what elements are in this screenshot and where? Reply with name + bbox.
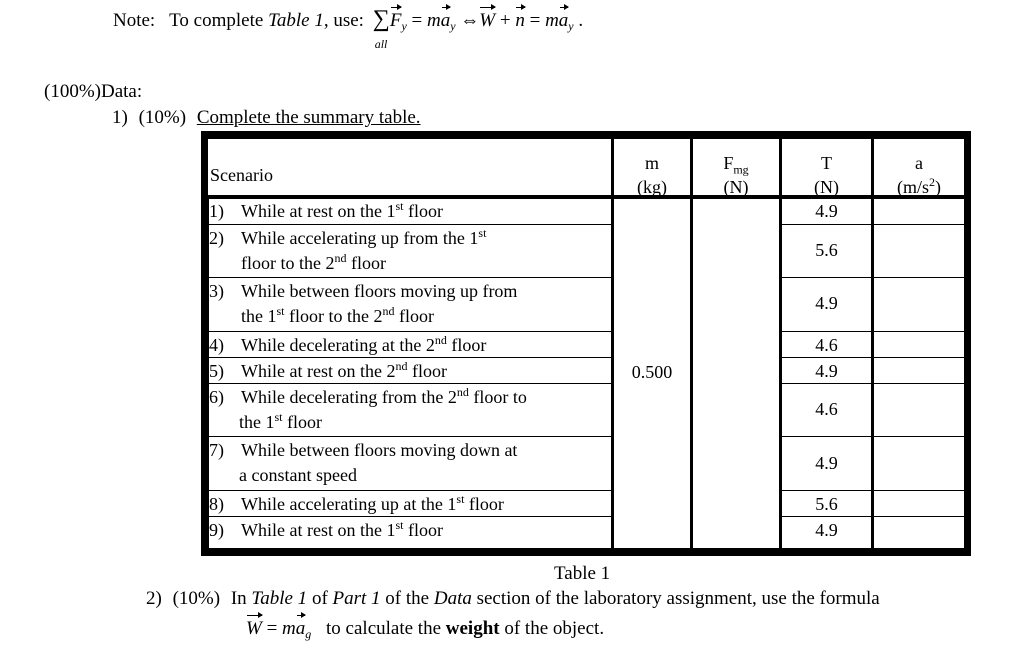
- item-1: [112, 107, 421, 129]
- item-2-line2: $W = ma_g$ to calculate the weight of the object.: [246, 618, 605, 641]
- item-2-num: 2): [146, 588, 162, 609]
- table-row: 2) While accelerating up from the 1st floor to the 2nd floor: [209, 226, 487, 273]
- item-2: 2) (10%) In Table 1 of Part 1 of the Data section of the laboratory assignment, use the formula: [146, 588, 880, 609]
- weight-formula: $W = ma_g$: [246, 618, 312, 641]
- tension-value: 4.9: [815, 293, 838, 313]
- mass-column: [614, 199, 690, 548]
- tension-value: 4.9: [815, 520, 838, 540]
- table-row: 9) While at rest on the 1st floor: [209, 518, 443, 540]
- header-tension: T (N): [782, 139, 871, 195]
- header-fmg: $F_{mg}$ (N): [693, 139, 779, 195]
- note-label: Note:: [113, 10, 156, 31]
- header-mass: m (kg): [614, 139, 690, 195]
- accel-column[interactable]: [874, 199, 964, 548]
- tension-value: 4.9: [815, 361, 838, 381]
- tension-value: 4.6: [815, 399, 838, 419]
- table-row: 4) While decelerating at the 2nd floor: [209, 333, 487, 355]
- table-caption: Table 1: [554, 563, 611, 584]
- tension-value: 4.9: [815, 201, 838, 221]
- note-formula: $\sum F_y = ma_y$ ⇔W + $n = ma_y$ . all: [372, 6, 584, 51]
- table-row: 1) While at rest on the 1st floor: [209, 199, 443, 221]
- tension-value: 5.6: [815, 494, 838, 514]
- scenario-column: [208, 199, 611, 548]
- tension-value: 4.9: [815, 453, 838, 473]
- tension-value: 5.6: [815, 240, 838, 260]
- item-1-text: Complete the summary table.: [196, 107, 421, 128]
- table-row: 7) While between floors moving down at a constant speed: [209, 440, 518, 485]
- note-text: To complete: [169, 10, 264, 31]
- header-accel: a $(m/s^2)$: [874, 139, 964, 195]
- fmg-column[interactable]: [693, 199, 779, 548]
- item-2-pct: (10%): [172, 588, 221, 609]
- table-row: 6) While decelerating from the 2nd floor to the 1st floor: [209, 385, 527, 432]
- tension-value: 4.6: [815, 335, 838, 355]
- table-row: 5) While at rest on the 2nd floor: [209, 359, 447, 381]
- sum-subscript: all: [374, 37, 388, 51]
- tension-column: [782, 199, 871, 548]
- note-table-ref: Table 1: [268, 10, 324, 31]
- table-row: 3) While between floors moving up from the 1st floor to the 2nd floor: [209, 281, 518, 326]
- summary-table: [201, 131, 971, 556]
- note-line: [113, 6, 584, 51]
- item-1-num: 1): [112, 107, 128, 128]
- data-heading: (100%)Data:: [44, 81, 143, 102]
- mass-value: 0.500: [631, 362, 673, 382]
- table-row: 8) While accelerating up at the 1st floor: [209, 492, 504, 514]
- note-use: , use:: [323, 10, 364, 31]
- header-scenario: Scenario: [208, 139, 611, 195]
- item-1-pct: (10%): [138, 107, 187, 128]
